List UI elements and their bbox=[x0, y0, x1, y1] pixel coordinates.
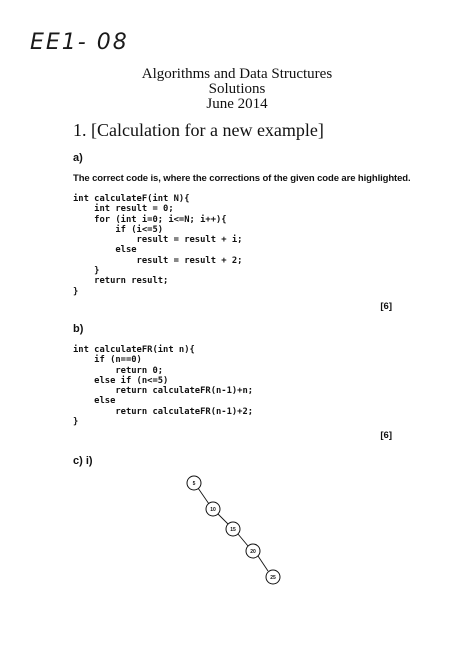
code-line: result = result + i; bbox=[73, 235, 243, 246]
part-a-label: a) bbox=[73, 152, 83, 164]
course-title: Algorithms and Data Structures bbox=[141, 66, 333, 82]
exam-date: June 2014 bbox=[206, 96, 268, 112]
code-line: if (n==0) bbox=[73, 355, 142, 366]
code-line: else if (n<=5) bbox=[73, 375, 169, 386]
code-line: return result; bbox=[73, 276, 169, 287]
tree-node-label: 5 bbox=[192, 481, 196, 487]
tree-edge bbox=[218, 514, 229, 525]
tree-edge bbox=[238, 534, 248, 546]
tree-edge bbox=[258, 556, 268, 571]
part-b-label: b) bbox=[73, 323, 84, 335]
tree-node-label: 25 bbox=[270, 575, 276, 581]
code-line: if (i<=5) bbox=[73, 224, 164, 235]
code-line: else bbox=[73, 396, 116, 407]
code-line: return 0; bbox=[73, 365, 164, 376]
part-c-label: c) i) bbox=[73, 455, 93, 467]
code-line: for (int i=0; i<=N; i++){ bbox=[73, 214, 227, 225]
code-line: int calculateF(int N){ bbox=[73, 194, 190, 204]
section-heading: 1. [Calculation for a new example] bbox=[73, 120, 324, 140]
tree-edge bbox=[198, 488, 209, 504]
code-line: int result = 0; bbox=[73, 204, 174, 215]
code-line: } bbox=[73, 417, 79, 428]
tree-node-label: 15 bbox=[230, 527, 236, 533]
document-subtitle: Solutions bbox=[208, 81, 266, 97]
tree-node-label: 10 bbox=[210, 507, 216, 513]
part-a-marks: [6] bbox=[380, 301, 392, 312]
code-line: return calculateFR(n-1)+n; bbox=[73, 386, 254, 397]
code-line: int calculateFR(int n){ bbox=[73, 345, 195, 355]
code-line: return calculateFR(n-1)+2; bbox=[73, 406, 254, 417]
part-b-marks: [6] bbox=[380, 430, 392, 441]
code-line: } bbox=[73, 266, 100, 277]
code-line: result = result + 2; bbox=[73, 255, 243, 266]
code-line: } bbox=[73, 286, 79, 297]
code-line: else bbox=[73, 245, 137, 256]
handwritten-note: EE1- 08 bbox=[30, 30, 129, 55]
tree-node-label: 20 bbox=[250, 549, 256, 555]
part-a-intro: The correct code is, where the corrections of the given code are highlighted. bbox=[73, 173, 411, 184]
